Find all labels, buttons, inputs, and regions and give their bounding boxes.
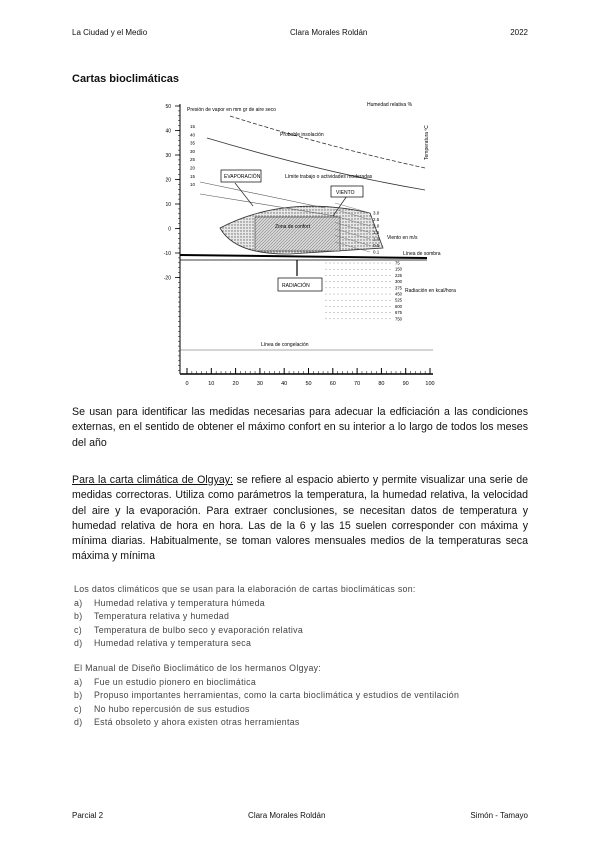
bioclimatic-chart	[135, 98, 456, 393]
radiation-lines	[325, 263, 393, 319]
footer-partial: Parcial 2	[72, 811, 104, 820]
olgyay-body: se refiere al espacio abierto y permite visualizar una serie de medidas correctoras. Utiliza como parámetros la temperatura, la humedad relativa, la velocidad del aire y la evaporación. Para extraer conclusiones, se necesitan datos de temperatura y humedad relativa de hora en hora. Las de la 6 y las 15 suelen corresponder con máxima y mínima diarias. Habitualmente, se toman valores mensuales medios de la temperaturas seca máxima y mínima	[72, 474, 528, 563]
wind-tick-label: 2.0	[373, 223, 380, 229]
temperature-axis-ticks	[164, 104, 180, 371]
radiation-tick-label: 225	[395, 272, 402, 278]
wind-speed-label: Viento en m/s	[387, 235, 418, 241]
page-header	[72, 28, 528, 37]
vapor-tick-label: 35	[190, 140, 196, 146]
vapor-tick-label: 15	[190, 124, 196, 129]
insolation-label: Probable insolación	[280, 132, 324, 138]
question-1	[74, 583, 534, 651]
humidity-axis-ticks	[185, 368, 434, 387]
humidity-tick-label: 90	[402, 381, 409, 387]
humidity-tick-label: 50	[305, 381, 312, 387]
freezing-line-label: Línea de congelación	[261, 342, 309, 348]
humidity-tick-label: 40	[281, 381, 288, 387]
comfort-zone-label: Zona de confort	[275, 224, 311, 230]
radiation-tick-label: 375	[395, 285, 402, 291]
question-2-prompt: El Manual de Diseño Bioclimático de los hermanos Olgyay:	[74, 663, 322, 673]
header-course: La Ciudad y el Medio	[72, 28, 148, 37]
work-limit-label: Límite trabajo o actividades moderadas	[285, 174, 373, 180]
section-title: Cartas bioclimáticas	[72, 73, 179, 85]
wind-tick-label: 1.0	[373, 236, 380, 242]
paragraph-intro: Se usan para identificar las medidas necesarias para adecuar la edficiación a las condiciones externas, en el sentido de obtener el máximo confort en su interior a lo largo de todos los meses del año	[72, 406, 528, 449]
radiation-tick-label: 75	[395, 260, 400, 266]
temp-tick-label: 0	[168, 226, 171, 233]
header-author: Clara Morales Roldán	[289, 28, 368, 37]
temp-tick-label: 50	[165, 104, 171, 110]
question-2-option[interactable]: d) Está obsoleto y ahora existen otras herramientas	[74, 717, 300, 727]
question-1-option[interactable]: b) Temperatura relativa y humedad	[74, 611, 230, 621]
vapor-tick-label: 25	[190, 157, 196, 163]
radiation-tick-label: 300	[395, 279, 402, 285]
wind-tick-label: 1.5	[373, 230, 380, 235]
radiation-tick-label: 525	[395, 297, 402, 303]
vapor-label: Presión de vapor en mm gr de aire seco	[187, 107, 276, 113]
vapor-tick-label: 30	[190, 148, 196, 154]
evaporation-label: EVAPORACIÓN	[224, 174, 261, 180]
paragraph-olgyay	[72, 473, 528, 565]
radiation-tick-label: 450	[395, 291, 402, 297]
vapor-tick-label: 15	[190, 173, 196, 179]
wind-tick-label: 3.0	[373, 210, 380, 216]
humidity-tick-label: 30	[256, 381, 263, 387]
olgyay-lead: Para la carta climática de Olgyay:	[72, 474, 233, 486]
radiation-tick-label: 750	[395, 316, 402, 322]
question-2-option[interactable]: c) No hubo repercusión de sus estudios	[74, 703, 250, 714]
temp-axis-label: Temperatura ºC	[424, 125, 430, 160]
humidity-tick-label: 60	[329, 381, 336, 387]
wind-tick-label: 0.5	[373, 243, 380, 248]
question-1-prompt: Los datos climáticos que se usan para la elaboración de cartas bioclimáticas son:	[74, 584, 416, 594]
radiation-label: RADIACIÓN	[282, 283, 310, 289]
humidity-tick-label: 0	[185, 381, 189, 387]
vapor-ticks	[190, 124, 196, 187]
humidity-tick-label: 20	[232, 381, 239, 387]
radiation-tick-label: 150	[395, 266, 402, 272]
question-2-option[interactable]: b) Propuso importantes herramientas, como la carta bioclimática y estudios de ventilación	[74, 690, 460, 700]
temp-tick-label: 30	[165, 153, 171, 159]
question-2-option[interactable]: a) Fue un estudio pionero en bioclimática	[74, 676, 257, 687]
question-2	[74, 662, 534, 730]
temp-tick-label: 20	[165, 177, 171, 184]
radiation-tick-label: 600	[395, 303, 402, 309]
vapor-tick-label: 20	[190, 165, 196, 171]
wind-label: VIENTO	[336, 190, 355, 196]
wind-tick-label: 0.1	[373, 249, 380, 255]
radiation-units-label: Radiación en kcal/hora	[405, 288, 456, 294]
footer-teacher: Simón - Tamayo	[470, 811, 528, 820]
temp-tick-label: -10	[163, 251, 171, 257]
wind-ticks	[373, 211, 380, 255]
shadow-line-label: Línea de sombra	[403, 251, 441, 257]
page-footer	[72, 811, 528, 820]
footer-author: Clara Morales Roldán	[248, 811, 326, 820]
question-1-option[interactable]: c) Temperatura de bulbo seco y evaporación relativa	[74, 624, 304, 635]
temp-tick-label: -20	[163, 275, 171, 282]
question-1-option[interactable]: d) Humedad relativa y temperatura seca	[74, 638, 252, 648]
humidity-tick-label: 80	[378, 381, 385, 387]
wind-tick-label: 2.5	[373, 217, 380, 222]
header-year: 2022	[510, 28, 528, 37]
question-1-option[interactable]: a) Humedad relativa y temperatura húmeda	[74, 597, 265, 608]
vapor-tick-label: 10	[190, 182, 196, 188]
radiation-tick-label: 675	[395, 310, 402, 316]
temp-tick-label: 40	[165, 128, 171, 135]
vapor-tick-label: 40	[190, 132, 196, 138]
humidity-tick-label: 70	[354, 381, 361, 387]
humidity-tick-label: 10	[208, 381, 215, 387]
humidity-label: Humedad relativa %	[367, 102, 413, 108]
humidity-tick-label: 100	[425, 381, 435, 387]
temp-tick-label: 10	[165, 202, 171, 208]
radiation-ticks	[395, 261, 403, 322]
